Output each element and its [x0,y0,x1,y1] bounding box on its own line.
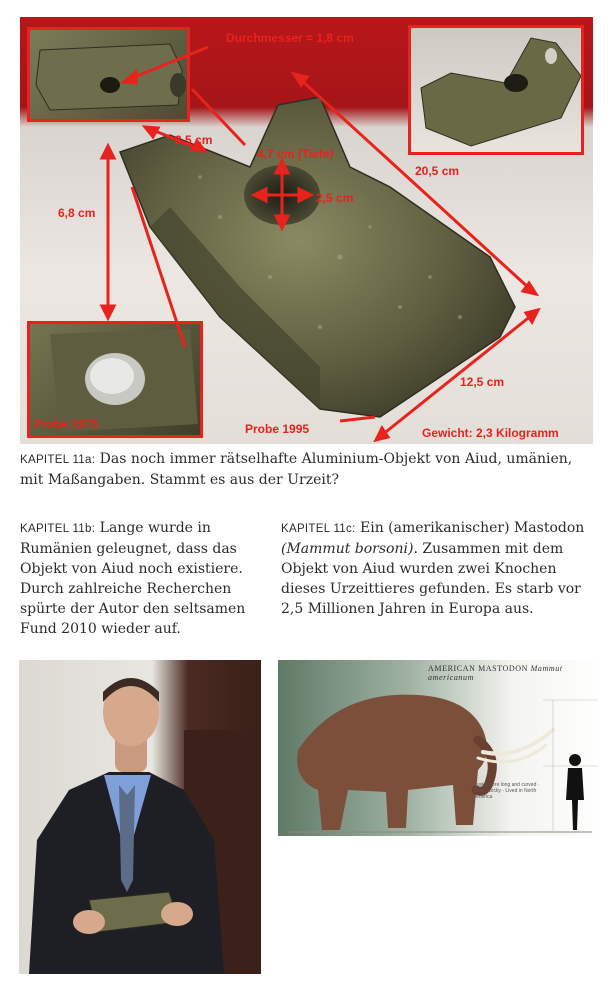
caption-11a-text: Das noch immer rätselhafte Aluminium-Objekt von Aiud, umänien, mit Maßangaben. Stammt es aus der Urzeit? [20,451,573,488]
caption-11c-species: (Mammut borsoni) [281,541,414,557]
measurement-lines [20,17,593,444]
author-photo [19,660,261,974]
caption-11c-text-1: Ein (amerikanischer) Mastodon [360,520,585,536]
mastodon-panel [278,660,602,836]
label-hole: 2,5 cm [316,191,354,205]
label-length: 20,5 cm [415,164,460,178]
label-base: 12,5 cm [460,375,505,389]
caption-11c [281,518,599,619]
caption-11a [20,449,600,490]
caption-11b-head: KAPITEL 11b: [20,523,96,535]
mastodon-subtitle: Mammut americanum [428,664,563,682]
caption-11a-head: KAPITEL 11a: [20,454,96,466]
caption-11c-text-2: . Zusammen mit dem Objekt von Aiud wurden zwei Knochen dieses Urzeittieres gefunden. Es starb vor 2,5 Millionen Jahren in Europa aus. [281,541,581,617]
author-illustration [19,660,261,974]
caption-11b-text: Lange wurde in Rumänien geleugnet, dass das Objekt von Aiud noch existiere. Durch zahlreiche Recherchen spürte der Autor den seltsamen Fund 2010 wieder auf. [20,520,246,637]
label-weight: Gewicht: 2,3 Kilogramm [422,426,559,440]
caption-11c-head: KAPITEL 11c: [281,523,356,535]
label-diameter: Durchmesser = 1,8 cm [226,31,354,45]
label-sample-1975: Probe 1975 [34,417,99,431]
label-sample-1995: Probe 1995 [245,422,310,436]
caption-11b [20,518,260,639]
label-depth: 4,7 cm (Tiefe) [257,147,334,161]
mastodon-title-text: AMERICAN MASTODON [428,664,529,673]
aluminium-object-photo [20,17,593,444]
label-width-top: 3,5 cm [175,133,213,147]
mastodon-notes: Tusks were long and curved · Body stocky · Lived in North America [474,782,540,800]
mastodon-illustration [278,660,602,836]
label-height: 6,8 cm [58,206,96,220]
